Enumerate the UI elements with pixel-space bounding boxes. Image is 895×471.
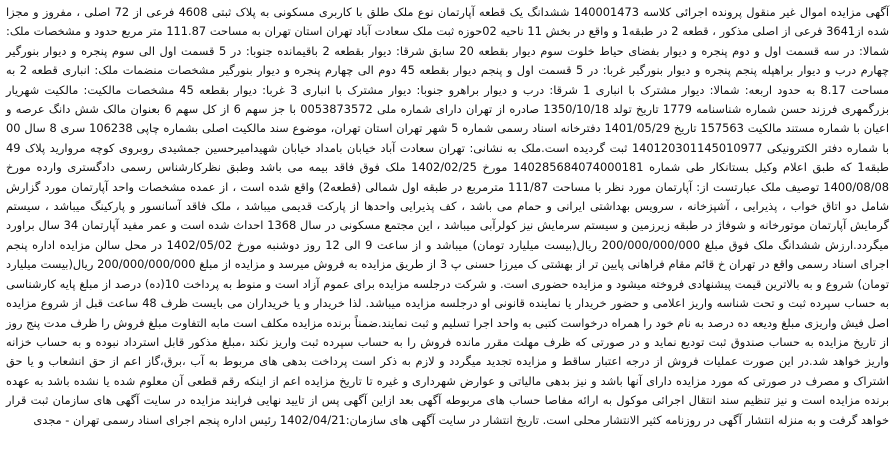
notice-body-text: آگهی مزایده اموال غیر منقول پرونده اجرائی کلاسه 140001473 ششدانگ یک قطعه آپارتمان نوع ملک طلق با کاربری مسکونی به پلاک ثبتی 4608 فرعی از 72 اصلی ، مفروز و مجزا شده از3641 فرعی از اصلی مذکور ، قطعه 2 در طبقه1 و واقع در بخش 11 ناحیه 02حوزه ثبت ملک سعادت آباد تهران استان تهران به مساحت 111.87 متر مربع حدود و مشخصات ملک: شمالا: در سه قسمت اول و دوم پنجره و دیوار بفضای حیاط خلوت سوم دیوار بقطعه 20 سابق شرقا: دیوار بقطعه 2 باقیمانده جنوبا: در 5 قسمت اول الی سوم پنجره و دیوار بنورگیر چهارم درب و دیوار براهپله پنجم پنجره و دیوار بنورگیر غربا: در 5 قسمت اول و پنجم دیوار بقطعه 45 دوم الی چهارم پنجره و دیوار بنورگیر مشخصات منضمات ملک: انباری قطعه 2 به مساحت 8.17 به حدود اربعه: شمالا: دیوار مشترک با انباری 1 شرقا: درب و دیوار براهرو جنوبا: دیوار مشترک با انباری 3 غربا: دیوار بقطعه 45 مشخصات مالکیت: مالکیت شهریار بزرگمهری فرزند حسن شماره شناسنامه 1779 تاریخ تولد 1350/10/18 صادره از تهران دارای شماره ملی 0053873572 با جز سهم 6 از کل سهم 6 بعنوان مالک شش دانگ عرصه و اعیان با شماره مستند مالکیت 157563 تاریخ 1401/05/29 دفترخانه اسناد رسمی شماره 5 شهر تهران استان تهران، موضوع سند مالکیت اصلی بشماره چاپی 106238 سری 8 سال 00 با شماره دفتر الکترونیکی 140120301145010977 ثبت گردیده است.ملک به نشانی: تهران سعادت آباد خیابان بامداد خیابان شهیدامیرحسین جمشیدی روبروی کوچه مروارید پلاک 49 طبقه1 که طبق اعلام وکیل بستانکار طی شماره 140285684074000181 مورخ 1402/02/25 ملک فوق فاقد بیمه می باشد وطبق نظرکارشناس رسمی دادگستری وارده مورخ 1400/08/08 توصیف ملک عبارتست از: آپارتمان مورد نظر با مساحت 111/87 مترمربع در طبقه اول شمالی (قطعه2) واقع شده است ، از عمده مشخصات واحد آپارتمان مورد گزارش شامل دو اتاق خواب ، پذیرایی ، آشپزخانه ، سرویس بهداشتی ایرانی و حمام می باشد ، کف پذیرایی واحدها از پارکت قدیمی میباشد ، ملک فاقد آسانسور و پارکینگ میباشد ، سیستم گرمایش آپارتمان موتورخانه و شوفاژ در طبقه زیرزمین و سیستم سرمایش نیز کولرآبی میباشد ، این مجتمع مسکونی در سال 1368 احداث شده است و عمر مفید آپارتمان 34 سال براورد میگردد.ارزش ششدانگ ملک فوق مبلغ 200/000/000/000 ریال(بیست میلیارد تومان) میباشد و از ساعت 9 الی 12 روز دوشنبه مورخ 1402/05/02 در محل سالن مزایده اداره پنجم اجرای اسناد رسمی واقع در تهران خ قائم مقام فراهانی پایین تر از بهشتی ک میرزا حسنی پ 3 از طریق مزایده به فروش میرسد و مزایده از مبلغ 200/000/000/000 ریال(بیست میلیارد تومان) شروع و به بالاترین قیمت پیشنهادی فروخته میشود و مزایده حضوری است. و شرکت درجلسه مزایده برای عموم آزاد است و منوط به پرداخت 10(ده) درصد از مبلغ پایه کارشناسی به حساب سپرده ثبت و تحت شناسه واریز اعلامی و حضور خریدار یا نماینده قانونی او درجلسه مزایده میباشد. لذا خریدار و یا خریداران می بایست ظرف 48 ساعت قبل از شروع مزایده اصل فیش واریزی مبلغ ودیعه ده درصد به نام خود را همراه درخواست کتبی به واحد اجرا تسلیم و ثبت نمایند.ضمناً برنده مزایده مکلف است مابه التفاوت مبلغ فروش را ظرف مدت پنج روز از تاریخ مزایده به حساب صندوق ثبت تودیع نماید و در صورتی که ظرف مهلت مقرر مانده فروش را به حساب سپرده ثبت واریز نکند ،مبلغ مذکور قابل استرداد نبوده و به حساب خزانه واریز خواهد شد.در این صورت عملیات فروش از درجه اعتبار ساقط و مزایده تجدید میگردد و لازم به ذکر است پرداخت بدهی های مربوط به آب ،برق،گاز اعم از حق انشعاب و یا حق اشتراک و مصرف در صورتی که مورد مزایده دارای آنها باشد و نیز بدهی مالیاتی و عوارض شهرداری و غیره تا تاریخ مزایده اعم از اینکه رقم قطعی آن معلوم شده یا نشده باشد به عهده برنده مزایده است و نیز تنظیم سند انتقال اجرائی موکول به ارائه مفاصا حساب های مربوطه آگهی بعد ازاین آگهی پس از تایید نهایی فرایند مزایده در سایت آگهی های سازمان ثبت قرار خواهد گرفت و به منزله انتشار آگهی در روزنامه کثیر الانتشار محلی است. تاریخ انتشار در سایت آگهی های سازمان:1402/04/21 رئیس اداره پنجم اجرای اسناد رسمی تهران - مجدی xyxy=(6,5,890,427)
